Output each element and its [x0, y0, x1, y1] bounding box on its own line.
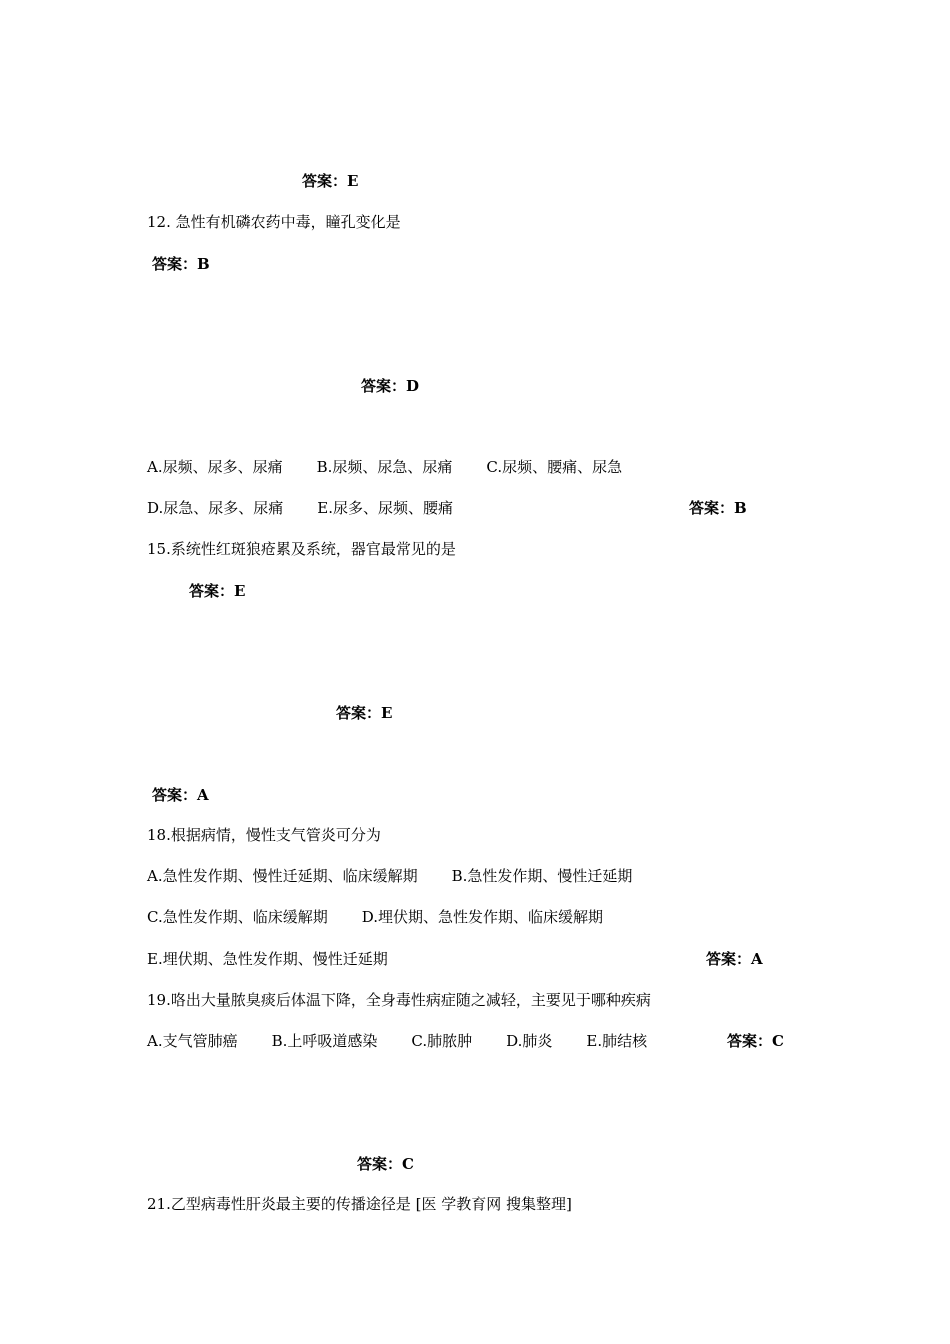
option-d: D.尿急、尿多、尿痛	[147, 499, 284, 517]
question-14-options-row2	[147, 498, 453, 518]
answer-value: D	[406, 377, 420, 395]
answer-line	[336, 703, 392, 723]
answer-value: C	[402, 1155, 414, 1173]
answer-line	[189, 581, 245, 601]
option-a: A.支气管肺癌	[147, 1032, 238, 1050]
answer-value: C	[772, 1032, 784, 1050]
question-19-options	[147, 1031, 647, 1051]
option-d: D.埋伏期、急性发作期、临床缓解期	[361, 908, 603, 926]
answer-prefix: 答案：	[336, 704, 382, 722]
option-d: D.肺炎	[506, 1032, 553, 1050]
answer-value: E	[347, 172, 359, 190]
answer-line	[357, 1154, 414, 1174]
answer-line	[152, 785, 209, 805]
option-e: E.肺结核	[586, 1032, 648, 1050]
answer-line	[361, 376, 419, 396]
answer-value: B	[734, 499, 747, 517]
question-18-option-e: E.埋伏期、急性发作期、慢性迁延期	[147, 950, 388, 968]
option-a: A.尿频、尿多、尿痛	[147, 458, 283, 476]
question-15: 15.系统性红斑狼疮累及系统，器官最常见的是	[147, 540, 456, 558]
answer-value: B	[197, 255, 210, 273]
answer-line	[727, 1031, 784, 1051]
answer-line	[152, 254, 210, 274]
option-b: B.上呼吸道感染	[271, 1032, 378, 1050]
question-18-options-row2	[147, 907, 603, 927]
answer-prefix: 答案：	[727, 1032, 773, 1050]
answer-value: E	[234, 582, 246, 600]
question-19: 19.咯出大量脓臭痰后体温下降，全身毒性病症随之减轻，主要见于哪种疾病	[147, 991, 651, 1009]
question-21: 21.乙型病毒性肝炎最主要的传播途径是 [医 学教育网 搜集整理]	[147, 1195, 572, 1213]
answer-prefix: 答案：	[689, 499, 735, 517]
option-c: C.肺脓肿	[411, 1032, 473, 1050]
answer-prefix: 答案：	[361, 377, 407, 395]
option-a: A.急性发作期、慢性迁延期、临床缓解期	[147, 867, 418, 885]
question-18-options-row1	[147, 866, 632, 886]
option-e: E.尿多、尿频、腰痛	[317, 499, 453, 517]
answer-prefix: 答案：	[189, 582, 235, 600]
answer-value: A	[197, 786, 209, 804]
option-b: B.急性发作期、慢性迁延期	[451, 867, 633, 885]
answer-line	[689, 498, 747, 518]
answer-value: A	[751, 950, 763, 968]
answer-prefix: 答案：	[302, 172, 348, 190]
option-b: B.尿频、尿急、尿痛	[316, 458, 453, 476]
option-c: C.尿频、腰痛、尿急	[486, 458, 623, 476]
answer-prefix: 答案：	[152, 786, 198, 804]
question-14-options-row1	[147, 457, 622, 477]
option-c: C.急性发作期、临床缓解期	[147, 908, 328, 926]
answer-prefix: 答案：	[706, 950, 752, 968]
answer-value: E	[381, 704, 393, 722]
answer-line	[302, 171, 358, 191]
answer-line	[706, 949, 763, 969]
question-18: 18.根据病情，慢性支气管炎可分为	[147, 826, 381, 844]
question-12: 12. 急性有机磷农药中毒，瞳孔变化是	[147, 213, 401, 231]
answer-prefix: 答案：	[357, 1155, 403, 1173]
answer-prefix: 答案：	[152, 255, 198, 273]
